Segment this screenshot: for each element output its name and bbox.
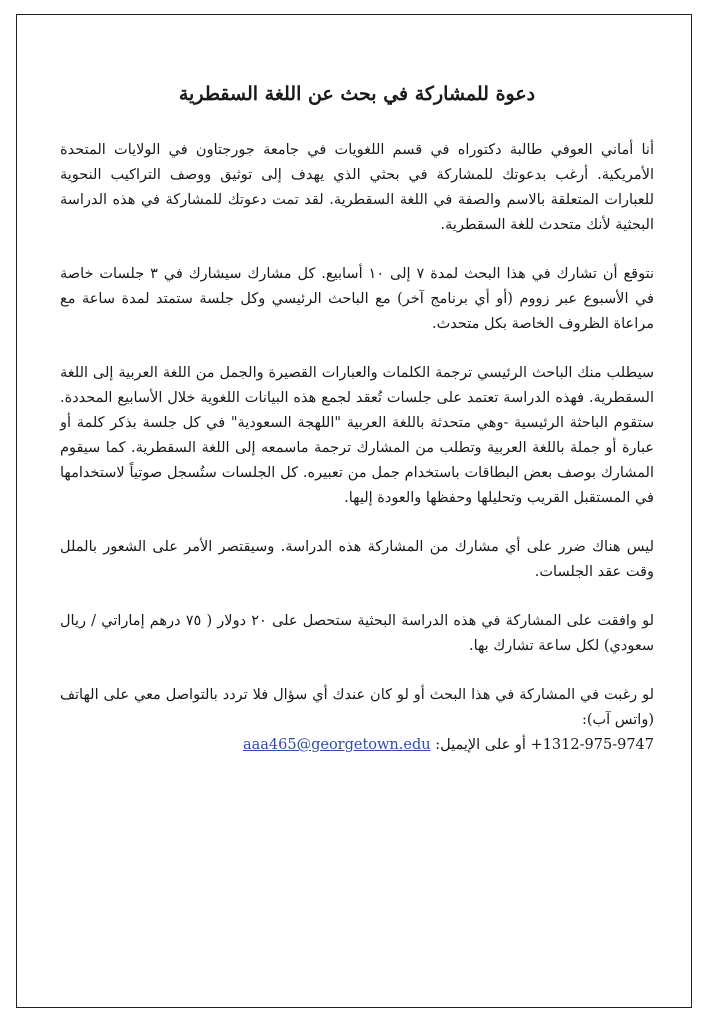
document-body [60,70,654,782]
paragraph-procedure: سيطلب منك الباحث الرئيسي ترجمة الكلمات والعبارات القصيرة والجمل من اللغة العربية إلى اللغة السقطرية. فهذه الدراسة تعتمد على جلسات تُعقد لجمع هذه البيانات اللغوية خلال الأسابيع المحددة. ستقوم الباحثة الرئيسية -وهي متحدثة باللغة العربية "اللهجة السعودية" في كل جلسة بذكر كلمة أو عبارة أو جملة باللغة العربية وتطلب من المشارك ترجمة ماسمعه إلى اللغة السقطرية. كما سيقوم المشارك بوصف بعض البطاقات باستخدام جمل من تعبيره. كل الجلسات ستُسجل صوتياً لاستخدامها في المستقبل القريب وتحليلها وحفظها والعودة إليها. [60,365,654,506]
paragraph-risks: ليس هناك ضرر على أي مشارك من المشاركة هذه الدراسة. وسيقتصر الأمر على الشعور بالملل وقت عقد الجلسات. [60,539,654,580]
phone-number: +1312-975-9747 [530,737,654,753]
email-label: أو على الإيميل: [435,737,526,753]
paragraph-duration: نتوقع أن تشارك في هذا البحث لمدة ٧ إلى ١٠ أسابيع. كل مشارك سيشارك في ٣ جلسات خاصة في الأسبوع عبر زووم (أو أي برنامج آخر) مع الباحث الرئيسي وكل جلسة ستمتد لمدة ساعة مع مراعاة الظروف الخاصة بكل متحدث. [60,266,655,332]
paragraph-compensation: لو وافقت على المشاركة في هذه الدراسة البحثية ستحصل على ٢٠ دولار ( ٧٥ درهم إماراتي / ريال سعودي) لكل ساعة تشارك بها. [60,613,655,654]
email-link[interactable]: aaa465@georgetown.edu [242,737,431,753]
contact-details [243,737,654,753]
document-title: دعوة للمشاركة في بحث عن اللغة السقطرية [178,83,536,105]
contact-intro: لو رغبت في المشاركة في هذا البحث أو لو كان عندك أي سؤال فلا تردد بالتواصل معي على الهاتف (واتس آب): [60,687,654,728]
paragraph-contact [60,683,654,758]
paragraph-introduction: أنا أماني العوفي طالبة دكتوراه في قسم اللغويات في جامعة جورجتاون في الولايات المتحدة الأمريكية. أرغب بدعوتك للمشاركة في بحثي الذي يهدف إلى توثيق ووصف التراكيب النحوية للعبارات المتعلقة بالاسم والصفة في اللغة السقطرية. لقد تمت دعوتك للمشاركة في هذه الدراسة البحثية لأنك متحدث للغة السقطرية. [60,142,654,233]
